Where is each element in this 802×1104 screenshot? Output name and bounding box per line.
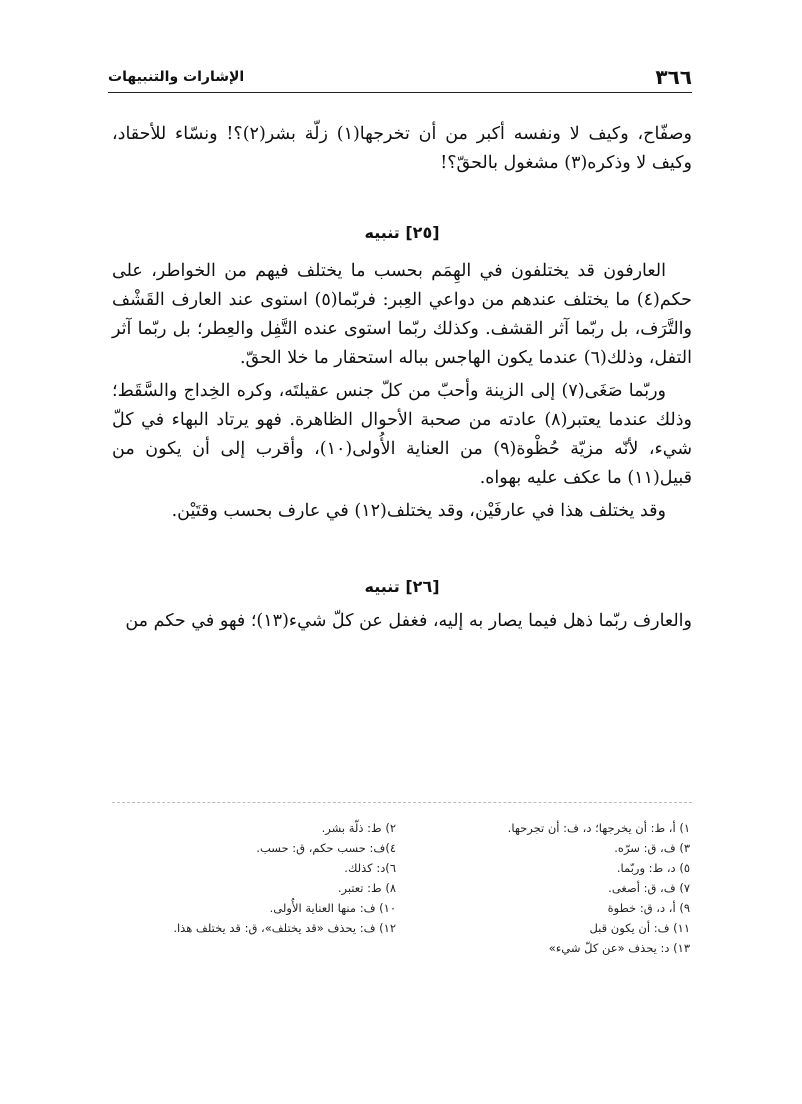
footnote: ٨) ط: تعتبر. xyxy=(337,881,396,895)
section-heading-26: [٢٦] تنبيه xyxy=(364,577,440,596)
footnote-row xyxy=(110,898,692,918)
footnote: ٢) ط: ذلّة بشر. xyxy=(321,821,396,835)
footnote-row xyxy=(110,878,692,898)
footnote-row xyxy=(110,838,692,858)
footnote: ٧) ف، ق: أصغى. xyxy=(608,881,690,895)
footnote: ١٢) ف: يحذف «قد يختلف»، ق: قد يختلف هذا. xyxy=(173,921,396,935)
footnote: ٤)ف: حسب حكم، ق: حسب. xyxy=(256,841,396,855)
footnote-row xyxy=(110,818,692,838)
footnote: ٣) ف، ق: سرّه. xyxy=(614,841,690,855)
page-header xyxy=(108,62,692,93)
footnote: ٥) د، ط: وربّما. xyxy=(616,861,690,875)
footnote-separator xyxy=(112,802,692,803)
footnote-row xyxy=(110,938,692,958)
paragraph-25-2: وربّما صَغَى(٧) إلى الزينة وأحبّ من كلّ جنس عقيلتَه، وكره الخِداج والسَّقَط؛ وذلك عندما يعتبر(٨) عادته من صحبة الأحوال الظاهرة. فهو يرتاد البهاء في كلّ شيء، لأنّه مزيّة حُظْوة(٩) من العناية الأُولى(١٠)، وأقرب إلى أن يكون من قبيل(١١) ما عكف عليه بهواه. xyxy=(112,381,692,488)
intro-paragraph: وصفّاح، وكيف لا ونفسه أكبر من أن تخرجها(١) زلّة بشر(٢)؟! ونسّاء للأحقاد، وكيف لا وذكره(٣) مشغول بالحقّ؟! xyxy=(112,124,692,173)
paragraph-25-3: وقد يختلف هذا في عارفَيْن، وقد يختلف(١٢) في عارف بحسب وقتَيْن. xyxy=(171,501,666,521)
paragraph-26-1: والعارف ربّما ذهل فيما يصار به إليه، فغفل عن كلّ شيء(١٣)؛ فهو في حكم من xyxy=(125,611,692,631)
footnote: ١٣) د: يحذف «عن كلّ شيء» xyxy=(548,941,690,955)
main-text xyxy=(112,120,692,636)
page-number: ٣٦٦ xyxy=(655,65,692,89)
running-title: الإشارات والتنبيهات xyxy=(108,69,245,85)
footnote-row xyxy=(110,858,692,878)
footnotes xyxy=(110,818,692,958)
footnote-row xyxy=(110,918,692,938)
footnote: ٩) أ، د، ق: خطوة xyxy=(607,901,690,915)
footnote xyxy=(110,938,404,958)
footnote: ١١) ف: أن يكون قبل xyxy=(589,921,690,935)
paragraph-25-1: العارفون قد يختلفون في الهِمَم بحسب ما يختلف فيهم من الخواطر، على حكم(٤) ما يختلف عندهم من دواعي العِبر: فربّما(٥) استوى عند العارف القَشْف والتَّرَف، بل ربّما آثر القشف. وكذلك ربّما استوى عنده التَّفِل والعِطر؛ بل ربّما آثر التفل، وذلك(٦) عندما يكون الهاجس بباله استحقار ما خلا الحقّ. xyxy=(112,261,692,368)
section-heading-25: [٢٥] تنبيه xyxy=(364,223,440,242)
footnote: ٦)د: كذلك. xyxy=(344,861,396,875)
footnote: ١) أ، ط: أن يخرجها؛ د، ف: أن تجرحها. xyxy=(507,821,690,835)
footnote: ١٠) ف: منها العناية الأُولى. xyxy=(269,901,396,915)
